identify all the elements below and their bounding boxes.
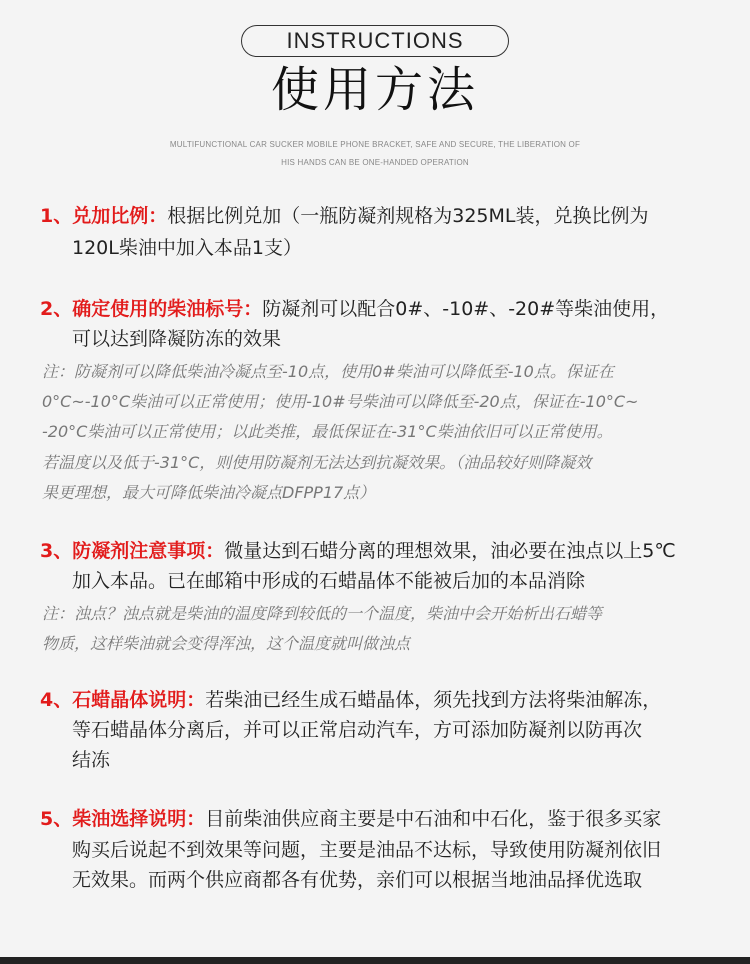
section-5-text-1: 目前柴油供应商主要是中石油和中石化，鉴于很多买家 xyxy=(205,808,662,830)
page-title: 使用方法 xyxy=(270,62,479,118)
section-1-heading: 1、兑加比例： xyxy=(40,205,168,227)
section-5-line-1 xyxy=(40,805,661,833)
section-2-note-3: -20°C柴油可以正常使用；以此类推，最低保证在-31°C柴油依旧可以正常使用。 xyxy=(42,422,613,441)
section-2-line-2: 可以达到降凝防冻的效果 xyxy=(72,328,282,350)
section-2-note-5: 果更理想，最大可降低柴油冷凝点DFPP17点） xyxy=(42,483,376,502)
section-5-line-2: 购买后说起不到效果等问题，主要是油品不达标，导致使用防凝剂依旧 xyxy=(72,839,662,861)
section-3-line-1 xyxy=(40,537,676,565)
section-1-line-2: 120L柴油中加入本品1支） xyxy=(72,237,302,259)
subtitle-line-2: HIS HANDS CAN BE ONE-HANDED OPERATION xyxy=(281,158,469,167)
section-4-line-1 xyxy=(40,686,661,714)
section-2-line-1 xyxy=(40,295,669,323)
section-5-heading: 5、柴油选择说明： xyxy=(40,808,206,830)
section-5-line-3: 无效果。而两个供应商都各有优势，亲们可以根据当地油品择优选取 xyxy=(72,869,643,891)
section-2-note-2: 0°C~-10°C柴油可以正常使用；使用-10#号柴油可以降低至-20点，保证在-10°C~ xyxy=(42,392,639,411)
section-4-heading: 4、石蜡晶体说明： xyxy=(40,689,206,711)
section-3-note-1: 注：浊点？浊点就是柴油的温度降到较低的一个温度，柴油中会开始析出石蜡等 xyxy=(42,604,603,623)
section-2-text-1: 防凝剂可以配合0#、-10#、-20#等柴油使用， xyxy=(262,298,670,320)
bottom-divider xyxy=(0,957,750,964)
section-4-text-1: 若柴油已经生成石蜡晶体，须先找到方法将柴油解冻， xyxy=(205,689,662,711)
instructions-badge: INSTRUCTIONS xyxy=(241,25,509,57)
section-4-line-2: 等石蜡晶体分离后，并可以正常启动汽车，方可添加防凝剂以防再次 xyxy=(72,719,643,741)
section-4-line-3: 结冻 xyxy=(72,749,111,771)
section-2-note-1: 注：防凝剂可以降低柴油冷凝点至-10点，使用0#柴油可以降低至-10点。保证在 xyxy=(42,362,614,381)
subtitle xyxy=(150,136,600,172)
subtitle-line-1: MULTIFUNCTIONAL CAR SUCKER MOBILE PHONE BRACKET, SAFE AND SECURE, THE LIBERATION OF xyxy=(169,140,581,149)
section-3-note-2: 物质，这样柴油就会变得浑浊，这个温度就叫做浊点 xyxy=(42,634,411,653)
section-3-line-2: 加入本品。已在邮箱中形成的石蜡晶体不能被后加的本品消除 xyxy=(72,570,586,592)
section-3-text-1: 微量达到石蜡分离的理想效果，油必要在浊点以上5℃ xyxy=(224,540,676,562)
section-1-line-1 xyxy=(40,202,648,230)
section-3-heading: 3、防凝剂注意事项： xyxy=(40,540,225,562)
section-2-heading: 2、确定使用的柴油标号： xyxy=(40,298,263,320)
section-2-note-4: 若温度以及低于-31°C，则使用防凝剂无法达到抗凝效果。（油品较好则降凝效 xyxy=(42,453,592,472)
section-1-text-1: 根据比例兑加（一瓶防凝剂规格为325ML装，兑换比例为 xyxy=(167,205,649,227)
